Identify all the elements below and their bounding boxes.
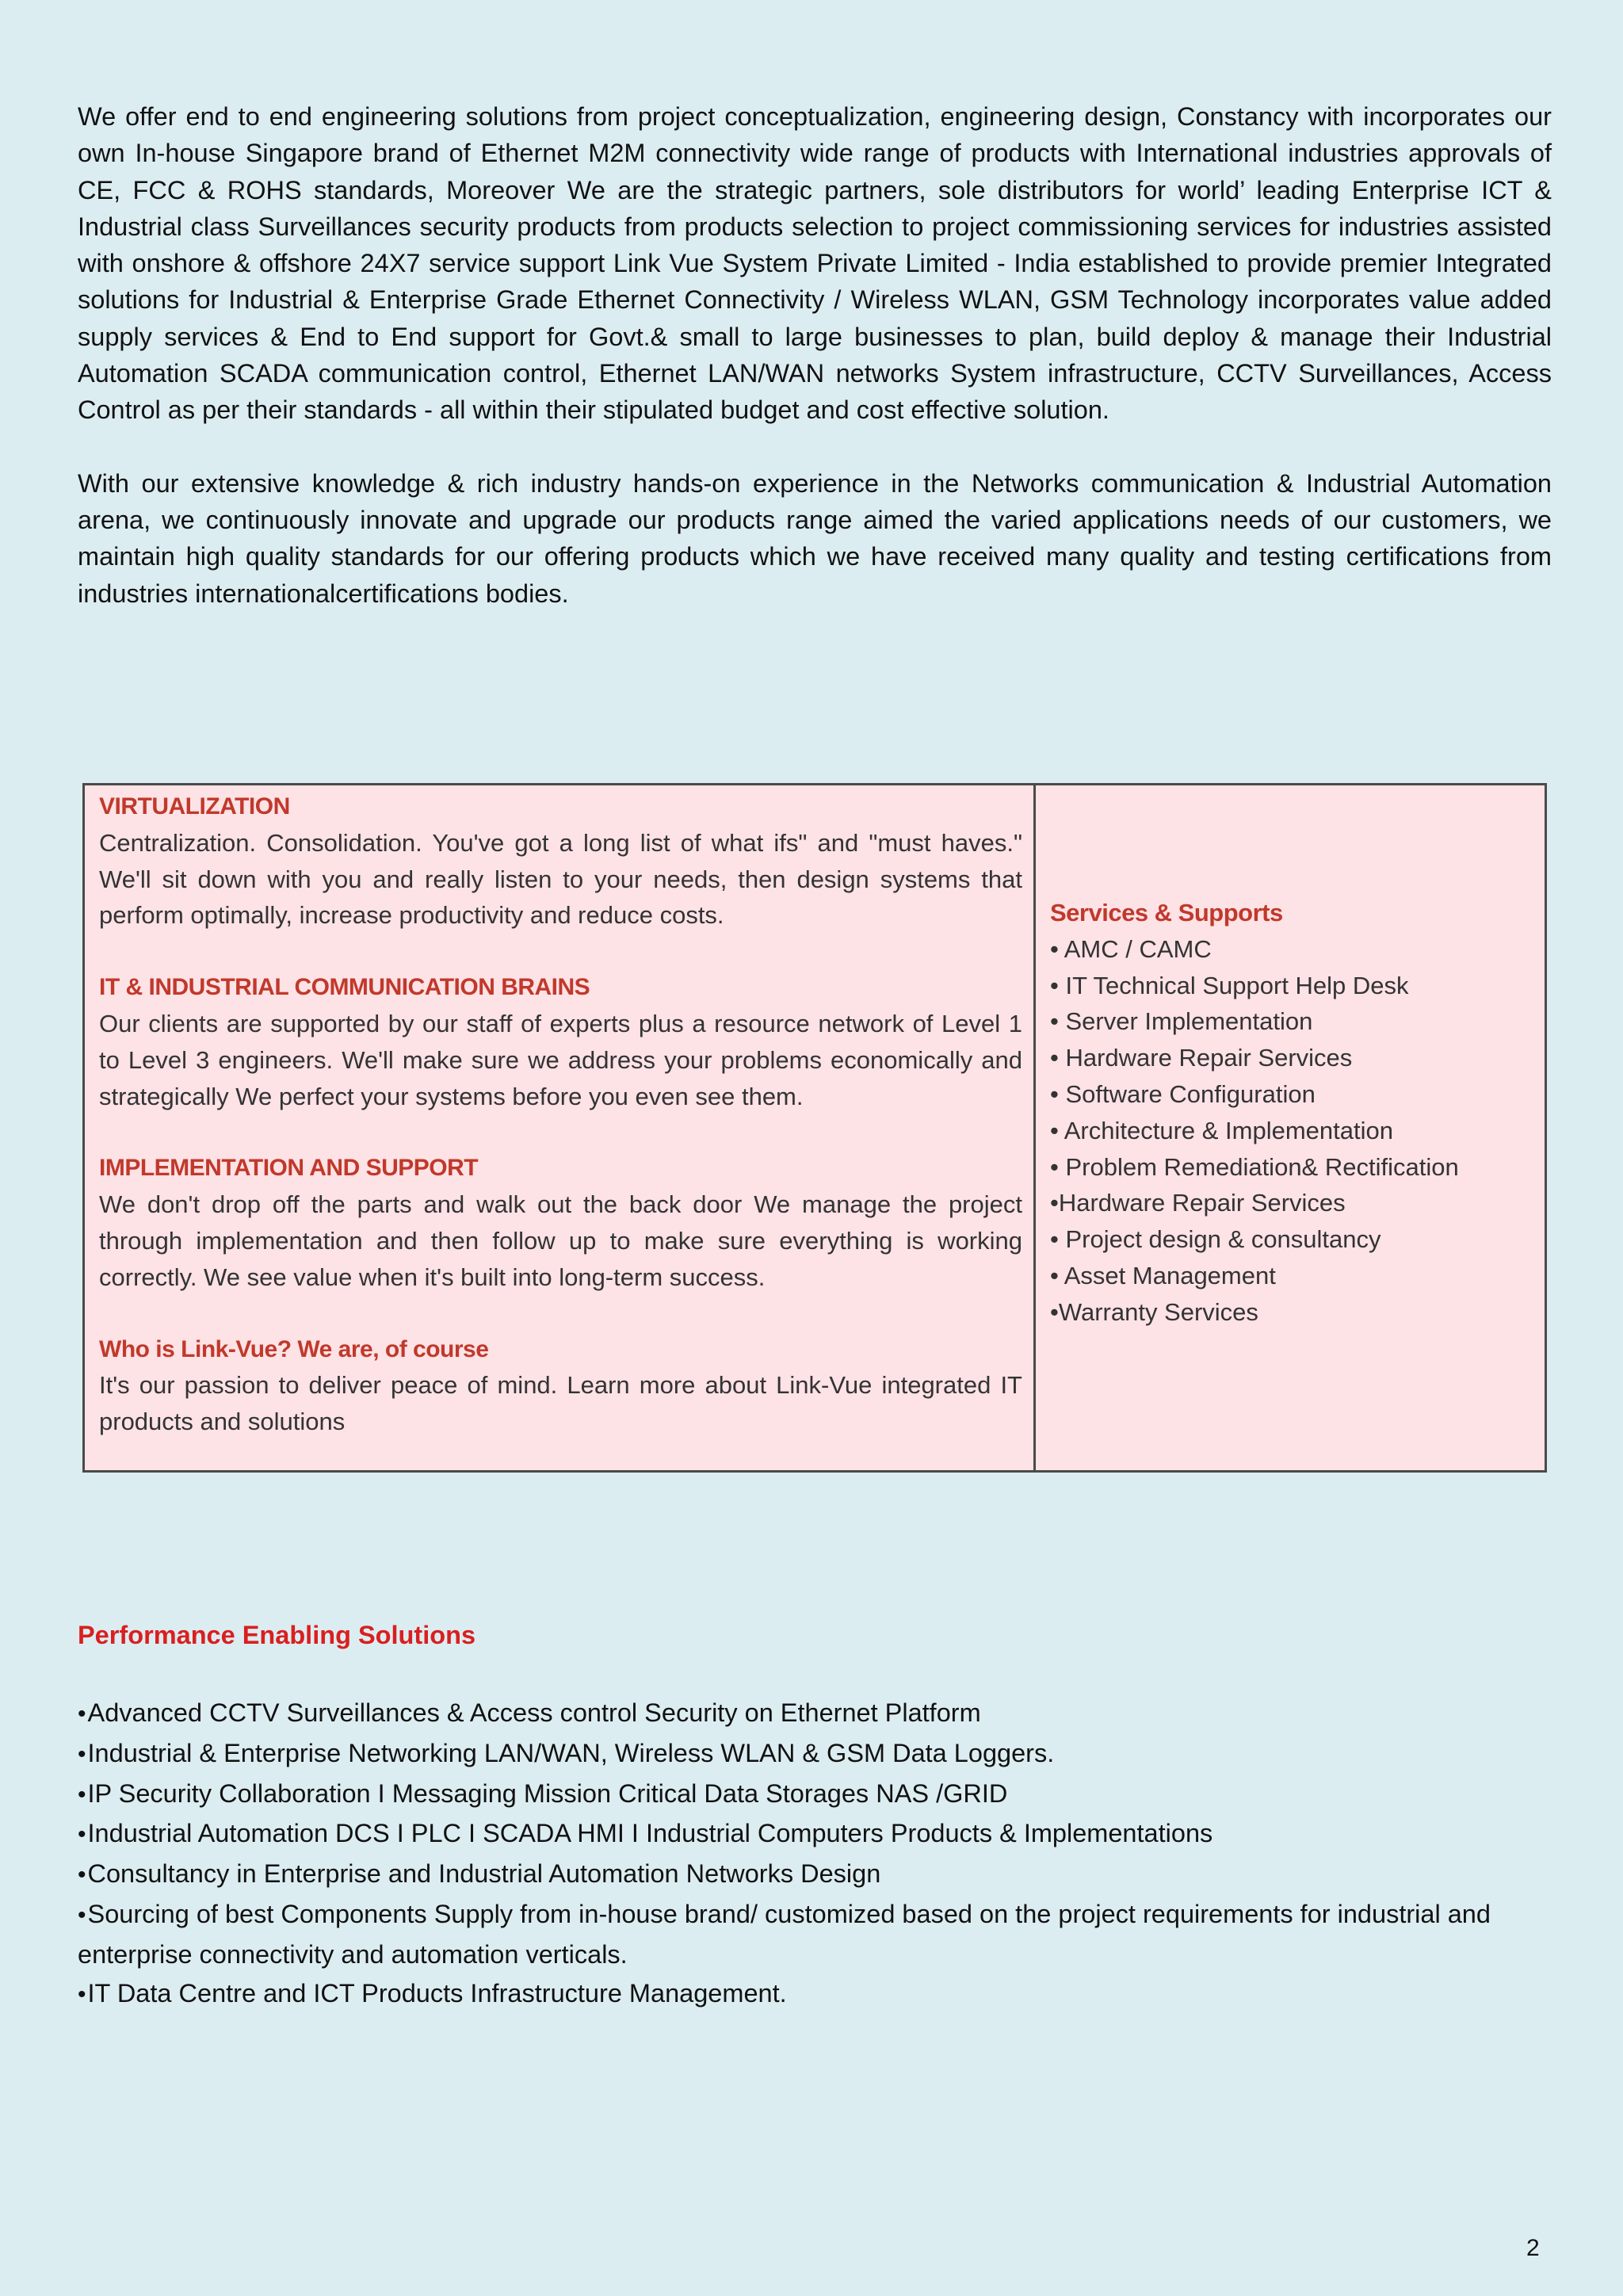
- section-implementation-support: [99, 1150, 1022, 1295]
- section-body: Our clients are supported by our staff of experts plus a resource network of Level 1 to Level 3 engineers. We'll make sure we address your problems economically and strategically We perfect your systems before you even see them.: [99, 1009, 1022, 1110]
- bullet-icon: •: [78, 1740, 86, 1767]
- list-item: • Server Implementation: [1050, 1007, 1313, 1036]
- list-item: • Hardware Repair Services: [1050, 1044, 1353, 1072]
- list-item: • IT Technical Support Help Desk: [1050, 971, 1409, 999]
- performance-title: Performance Enabling Solutions: [78, 1621, 476, 1649]
- list-item-text: Industrial Automation DCS I PLC I SCADA HMI I Industrial Computers Products & Implementations: [87, 1819, 1213, 1848]
- list-item: • Architecture & Implementation: [1050, 1116, 1394, 1144]
- list-item: [78, 1734, 1552, 1775]
- list-item: [78, 1694, 1552, 1734]
- list-item: [78, 1895, 1552, 1974]
- services-panel: [82, 783, 1547, 1473]
- intro-text: [78, 98, 1552, 612]
- bullet-icon: •: [78, 1821, 86, 1848]
- list-item: • Project design & consultancy: [1050, 1225, 1381, 1254]
- intro-paragraph-1: We offer end to end engineering solutions from project conceptualization, engineering design, Constancy with incorporates our own In-house Singapore brand of Ethernet M2M connectivity wide range of products with International industries approvals of CE, FCC & ROHS standards, Moreover We are the strategic partners, sole distributors for world’ leading Enterprise ICT & Industrial class Surveillances security products from products selection to project commissioning services for industries assisted with onshore & offshore 24X7 service support Link Vue System Private Limited - India established to provide premier Integrated solutions for Industrial & Enterprise Grade Ethernet Connectivity / Wireless WLAN, GSM Technology incorporates value added supply services & End to End support for Govt.& small to large businesses to plan, build deploy & manage their Industrial Automation SCADA communication control, Ethernet LAN/WAN networks System infrastructure, CCTV Surveillances, Access Control as per their standards - all within their stipulated budget and cost effective solution.: [78, 102, 1552, 425]
- services-list: [1050, 931, 1537, 1331]
- list-item: [78, 1974, 1552, 2015]
- list-item-text: IT Data Centre and ICT Products Infrastructure Management.: [87, 1978, 787, 2008]
- list-item: [78, 1814, 1552, 1855]
- section-who-is-link-vue: [99, 1331, 1022, 1440]
- list-item: • Asset Management: [1050, 1261, 1276, 1289]
- performance-list: [78, 1694, 1552, 2014]
- section-title: Who is Link-Vue? We are, of course: [99, 1335, 489, 1362]
- section-body: It's our passion to deliver peace of mind. Learn more about Link-Vue integrated IT products and solutions: [99, 1371, 1022, 1436]
- section-title: VIRTUALIZATION: [99, 793, 290, 819]
- bullet-icon: •: [78, 1901, 86, 1928]
- bullet-icon: •: [78, 1981, 86, 2008]
- list-item: • Software Configuration: [1050, 1079, 1316, 1108]
- list-item: [78, 1775, 1552, 1815]
- section-virtualization: [99, 789, 1022, 934]
- list-item-text: Advanced CCTV Surveillances & Access control Security on Ethernet Platform: [87, 1698, 981, 1727]
- list-item-text: Industrial & Enterprise Networking LAN/WAN, Wireless WLAN & GSM Data Loggers.: [87, 1738, 1055, 1767]
- bullet-icon: •: [78, 1781, 86, 1808]
- section-body: We don't drop off the parts and walk out the back door We manage the project through implementation and then follow up to make sure everything is working correctly. We see value when it's built into long-term success.: [99, 1190, 1022, 1291]
- services-title: Services & Supports: [1050, 899, 1283, 926]
- page-number: 2: [1526, 2235, 1540, 2261]
- list-item: [78, 1855, 1552, 1895]
- list-item-text: Consultancy in Enterprise and Industrial Automation Networks Design: [87, 1859, 881, 1889]
- list-item: • AMC / CAMC: [1050, 934, 1212, 963]
- panel-right-column: [1036, 785, 1545, 1470]
- section-communication-brains: [99, 969, 1022, 1114]
- list-item-text: Sourcing of best Components Supply from in-house brand/ customized based on the project requirements for industrial and enterprise connectivity and automation verticals.: [78, 1899, 1491, 1969]
- section-body: Centralization. Consolidation. You've got a long list of what ifs" and "must haves." We'll sit down with you and really listen to your needs, then design systems that perform optimally, increase productivity and reduce costs.: [99, 828, 1022, 930]
- list-item: •Warranty Services: [1050, 1297, 1258, 1326]
- panel-left-column: [85, 785, 1036, 1470]
- intro-paragraph-2: With our extensive knowledge & rich industry hands-on experience in the Networks communication & Industrial Automation arena, we continuously innovate and upgrade our products range aimed the varied applications needs of our customers, we maintain high quality standards for our offering products which we have received many quality and testing certifications from industries internationalcertifications bodies.: [78, 468, 1552, 608]
- bullet-icon: •: [78, 1701, 86, 1727]
- section-title: IMPLEMENTATION AND SUPPORT: [99, 1155, 479, 1182]
- bullet-icon: •: [78, 1862, 86, 1889]
- list-item: •Hardware Repair Services: [1050, 1189, 1346, 1217]
- list-item-text: IP Security Collaboration I Messaging Mission Critical Data Storages NAS /GRID: [87, 1778, 1008, 1808]
- list-item: • Problem Remediation& Rectification: [1050, 1152, 1459, 1181]
- section-title: IT & INDUSTRIAL COMMUNICATION BRAINS: [99, 974, 590, 1001]
